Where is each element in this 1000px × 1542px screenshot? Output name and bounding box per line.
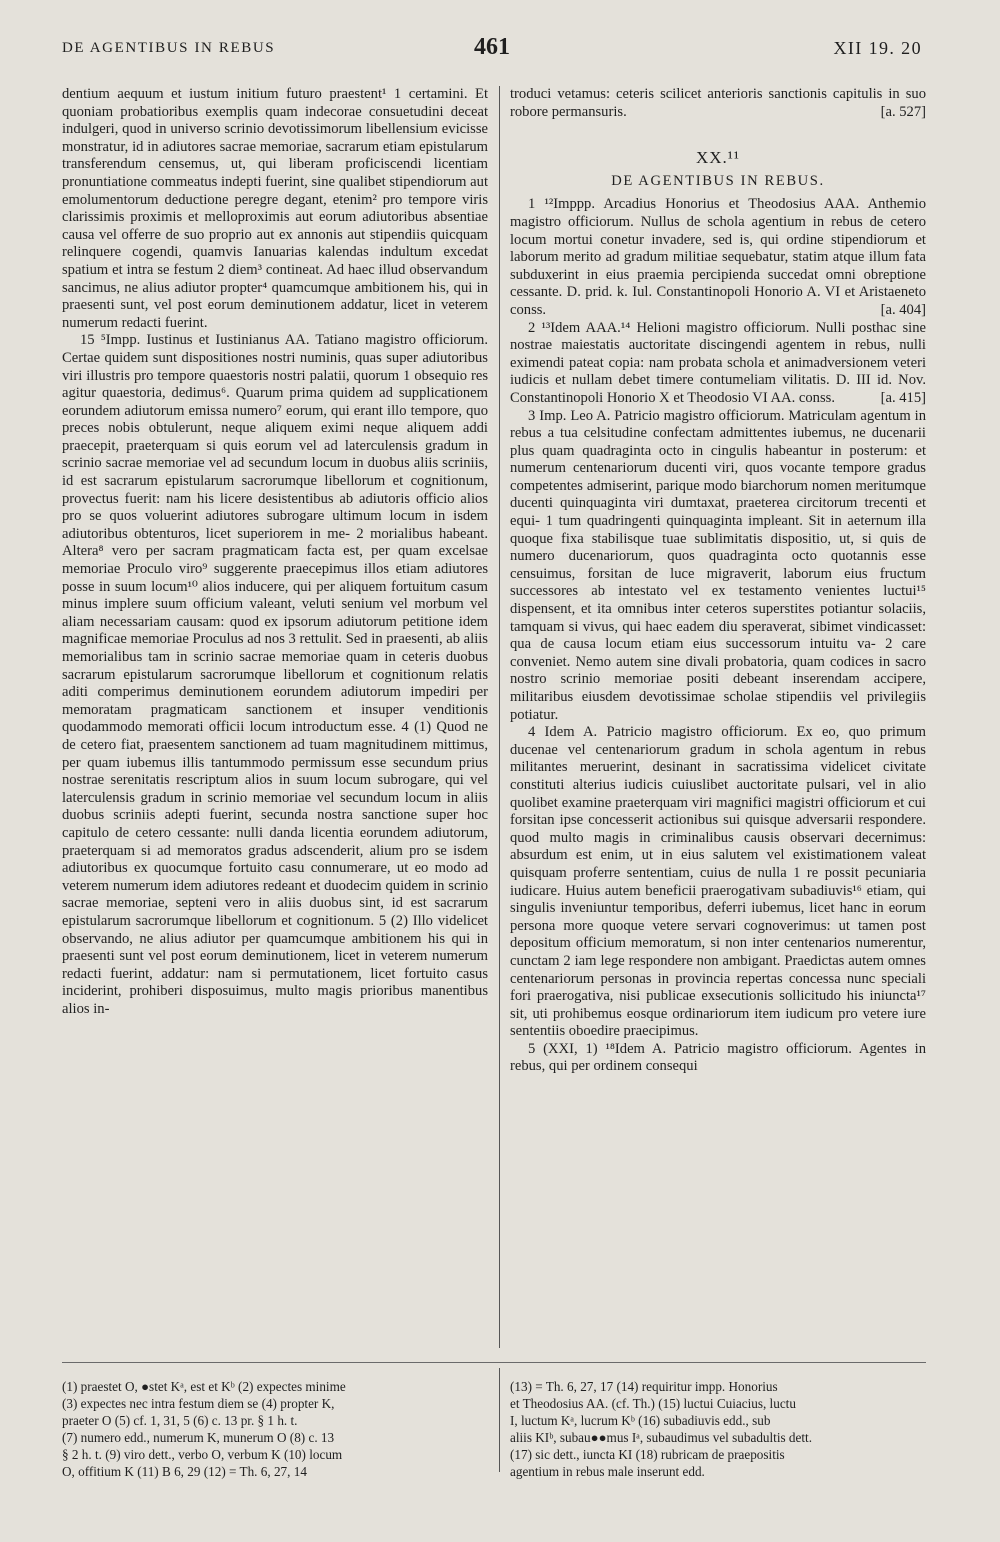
paragraph-text: 2 ¹³Idem AAA.¹⁴ Helioni magistro officiorum. Nulli posthac sine nostrae maiestatis auctoritate discingendi agentem in rebus, nulli eximendi pateat copia: nam probata schola et animadversionem veteri iudicis et nullam debet timere contumeliam vilitatis. D. III id. Nov. Constantinopoli Honorio X et Theodosio VI AA. conss. — [510, 319, 926, 406]
continuation-date-ref: [a. 527] — [880, 103, 926, 120]
footnote-line: (13) = Th. 6, 27, 17 (14) requiritur impp. Honorius — [510, 1379, 778, 1394]
paragraph-text: 1 ¹²Imppp. Arcadius Honorius et Theodosius AAA. Anthemio magistro officiorum. Nullus de schola agentium in rebus de cetero locum mortui conetur invadere, sed is, qui ordine stipendiorum et laborum merito ad gradum militiae sequebatur, statim atque illum fata subduxerint in eius praemia percipienda succedat omni obreptione cessante. D. prid. k. Iul. Constantinopoli Honorio A. VI et Aristaeneto conss. — [510, 196, 926, 318]
column-divider — [499, 86, 500, 1348]
continuation-text: troduci vetamus: ceteris scilicet anterioris sanctionis capitulis in suo robore permansuris. — [510, 86, 926, 120]
footnote-column-divider — [499, 1368, 500, 1472]
running-head-section: XII 19. 20 — [833, 38, 922, 58]
right-column — [510, 86, 926, 1346]
left-paragraph-2: 15 ⁵Impp. Iustinus et Iustinianus AA. Tatiano magistro officiorum. Certae quidem sunt dispositiones nostri numinis, quas super adiutoribus viri illustris pro tempore quaestoris nostri palatii, quorum 1 obsequio res agitur quaestoria, dedimus⁶. Quarum prima quidem ad supplicationem eorundem adiutorum emissa numero⁷ eorum, qui erant illo tempore, quo preces nobis obtulerunt, neque aliquem eximi neque aliquem addi praecepit, praeterquam si quis eorum vel ad laterculensis gradum in scrinio sacrae memoriae vel ad secundum locum in duobus aliis scriniis, id est sacrarum epistularum sacrorumque libellorum et cognitionum, provectus fuerit: nam his licere desistentibus ab adiutoris officio alios pro se quos voluerint adiutores subrogare ultimum locum in isdem adiutoribus obtenturos, licet superiorem in me- 2 morialibus habeant. Altera⁸ vero per sacram pragmaticam facta est, per quam excelsae memoriae Proculo viro⁹ suggerente praecepimus illos etiam adiutores posse in suum locum¹⁰ alios inducere, qui per aliquem fortuitum casum minus implere suum officium valeant, veluti senium vel morbum vel aliam necessariam causam: quod ex ipsorum adiutorum petitione idem magnificae memoriae Proculus ad nos 3 rettulit. Sed in praesenti, ab aliis memorialibus tam in scrinio sacrae memoriae quam in ceteris duobus sacrarum epistularum sacrorumque libellorum et cognitionum relatis aditi comperimus deminutionem eorundem adiutorum impediri per memoratam pragmaticam sanctionem et insuper venditionis quodammodo memorati officii locum introductum esse. 4 (1) Quod ne de cetero fiat, praesentem sanctionem ad tuam magnitudinem mittimus, per quam iubemus illis tantummodo permissum esse secundum prius nostrae serenitatis rescriptum alios in suum locum subrogare, qui vel laterculensis gradum in scrinio memoriae vel secundum locum in aliis duobus scriniis adepti fuerint, secunda nostra sanctione super hoc capitulo de cetero cessante: nulli danda licentia eorundem adiutorum, praeterquam si ad memoratos gradus adscenderit, alium pro se isdem adiutoribus ex quocumque fortuito casu connumerare, ut eo modo ad veterem numerum idem adiutores redeant et duodecim quidem in scrinio sacrae memoriae, septeni vero in aliis duobus sint, id est sacrarum epistularum sacrorumque libellorum et cognitionum. 5 (2) Illo videlicet observando, ne alius adiutor per quamcumque ambitionem his qui in praesenti sunt vel post eorum deminutionem, licet in veterem numerum redacti fuerint, addatur: nam si permutationem, licet fortuito casus inciderint, prohiberi disposuimus, multo magis prioribus manentibus alios in- — [62, 332, 488, 1017]
right-paragraph-2 — [510, 320, 926, 408]
footnote-line: (1) praestet O, ●stet Kᵃ, est et Kᵇ (2) expectes minime — [62, 1379, 346, 1394]
footnote-line: agentium in rebus male inserunt edd. — [510, 1464, 705, 1479]
footnote-line: (3) expectes nec intra festum diem se (4) propter K, — [62, 1396, 335, 1411]
section-number: XX.¹¹ — [696, 148, 740, 168]
footnote-line: et Theodosius AA. (cf. Th.) (15) luctui Cuiacius, luctu — [510, 1396, 796, 1411]
footnote-line: (7) numero edd., numerum K, munerum O (8) c. 13 — [62, 1430, 335, 1445]
footnote-line: I, luctum Kᵃ, lucrum Kᵇ (16) subadiuvis edd., sub — [510, 1413, 771, 1428]
left-paragraph-1: dentium aequum et iustum initium futuro praestent¹ 1 certamini. Et quoniam probatioribus exemplis quam indecorae consuetudini deceat indulgeri, quod in universo scrinio devotissimorum libellensium evicisse monstratur, id in adiutores sacrae memoriae, sacrarum etiam epistularum transferendum censemus, ut, qui liberam proficiscendi licentiam pronuntiatione commeatus indepti fuerint, sine qualibet stipendiorum aut emolumentorum deductione peregre degant, etenim² pro tempore viris clarissimis proximis et melloproximis aut eorum adiutoribus absentiae causa vel offerre de suo proprio aut ex annonis aut stipendiis quicquam relinquere cogendi, quamvis Ianuarias kalendas indultum excedat spatium et intra se festum 2 diem³ contineat. Ad haec illud observandum sancimus, ne alius adiutor propter⁴ quamcumque ambitionem his, qui in praesenti sunt, vel post eorum deminutionem addatur, licet in veterem numerum redacti fuerint. — [62, 86, 488, 331]
section-title: DE AGENTIBUS IN REBUS. — [611, 172, 825, 189]
paragraph-date-ref: [a. 415] — [880, 389, 926, 406]
footnote-line: praeter O (5) cf. 1, 31, 5 (6) c. 13 pr. § 1 h. t. — [62, 1413, 298, 1428]
footnote-separator — [62, 1362, 926, 1363]
left-column — [62, 86, 488, 1346]
footnotes-right — [510, 1378, 926, 1480]
right-paragraph-4: 4 Idem A. Patricio magistro officiorum. Ex eo, quo primum ducenae vel centenariorum gradum in schola agentum in rebus militantes meruerint, desinant in sacratissima videlicet civitate constituti alterius iudicis cuiuslibet auctoritate pulsari, vel in alio quolibet examine praeterquam viri magnifici magistri officiorum et cui forsitan ipse concesserit actionibus sui quisque adversarii respondere. quod multo magis in criminalibus causis observari decernimus: absurdum est enim, ut in eius salutem vel existimationem valeat quisquam proferre sententiam, cuius de nulla 1 re possit pecuniaria iudicare. Huius autem beneficii praerogativam subadiuvis¹⁶ etiam, qui singulis inveniuntur temporibus, deferri iubemus, licet hanc in eorum persona more quoque vetere servari cognoverimus: ut tamen post depositum officium memoratum, si non inter centenarios numerentur, cunctam 2 iam lege respondere non ambigant. Praedictas autem omnes centenariorum personas in provincia repertas concessa nunc speciali fori praerogativa, nisi publicae exsecutionis sollicitudo his iniuncta¹⁷ sit, uti prohibemus eosque ordinariorum item iudicum pro vetere iure sententiis oboedire praecipimus. — [510, 724, 926, 1040]
right-paragraph-3: 3 Imp. Leo A. Patricio magistro officiorum. Matriculam agentum in rebus a tua celsitudine confectam admittentes iubemus, ne ducenarii plus quam quadraginta octo in cingulis habeantur in posterum: et numerum centenariorum ducenti viri, quos vocante tempore gradus competentes admiserint, parique modo biarchorum nomen meritumque ducenti quinquaginta viri dumtaxat, praeterea circitorum trecenti et equi- 1 tum quadringenti quinquaginta impleant. Sit in aeternum illa quoque fixa stabilisque tuae sublimitatis dispositio, ut, si quis de numero ducenariorum, quos quadraginta octo quotannis esse censuimus, forsitan de luce migraverit, laborum eius fructum successores ab intestato vel ex testamento venientes luctui¹⁵ dispensent, et ita omnibus inter ceteros superstites potiantur solaciis, tamquam si vivus, qui haec eadem diu speraverat, sibimet vindicasset: qua de causa locum etiam eius successorum intuitu va- 2 care conveniet. Nemo autem sine divali probatoria, quam codices in sacro nostro scrinio memoriae positi debeant inserendam accipere, militaribus eiusdem devotissimae scholae stipendiis vel privilegiis potiatur. — [510, 407, 926, 723]
right-paragraph-5: 5 (XXI, 1) ¹⁸Idem A. Patricio magistro officiorum. Agentes in rebus, qui per ordinem consequi — [510, 1040, 926, 1075]
footnote-line: (17) sic dett., iuncta KI (18) rubricam de praepositis — [510, 1447, 785, 1462]
right-paragraph-1 — [510, 196, 926, 319]
paragraph-date-ref: [a. 404] — [880, 301, 926, 318]
footnote-line: O, offitium K (11) B 6, 29 (12) = Th. 6, 27, 14 — [62, 1464, 307, 1479]
footnotes-left — [62, 1378, 488, 1480]
running-head-title: DE AGENTIBUS IN REBUS — [62, 40, 276, 56]
footnote-line: § 2 h. t. (9) viro dett., verbo O, verbum K (10) locum — [62, 1447, 343, 1462]
right-continuation — [510, 86, 926, 121]
running-head — [62, 36, 922, 60]
footnote-line: aliis KIᵇ, subau●●mus Iᵃ, subaudimus vel subadultis dett. — [510, 1430, 812, 1445]
page-number: 461 — [474, 34, 510, 60]
